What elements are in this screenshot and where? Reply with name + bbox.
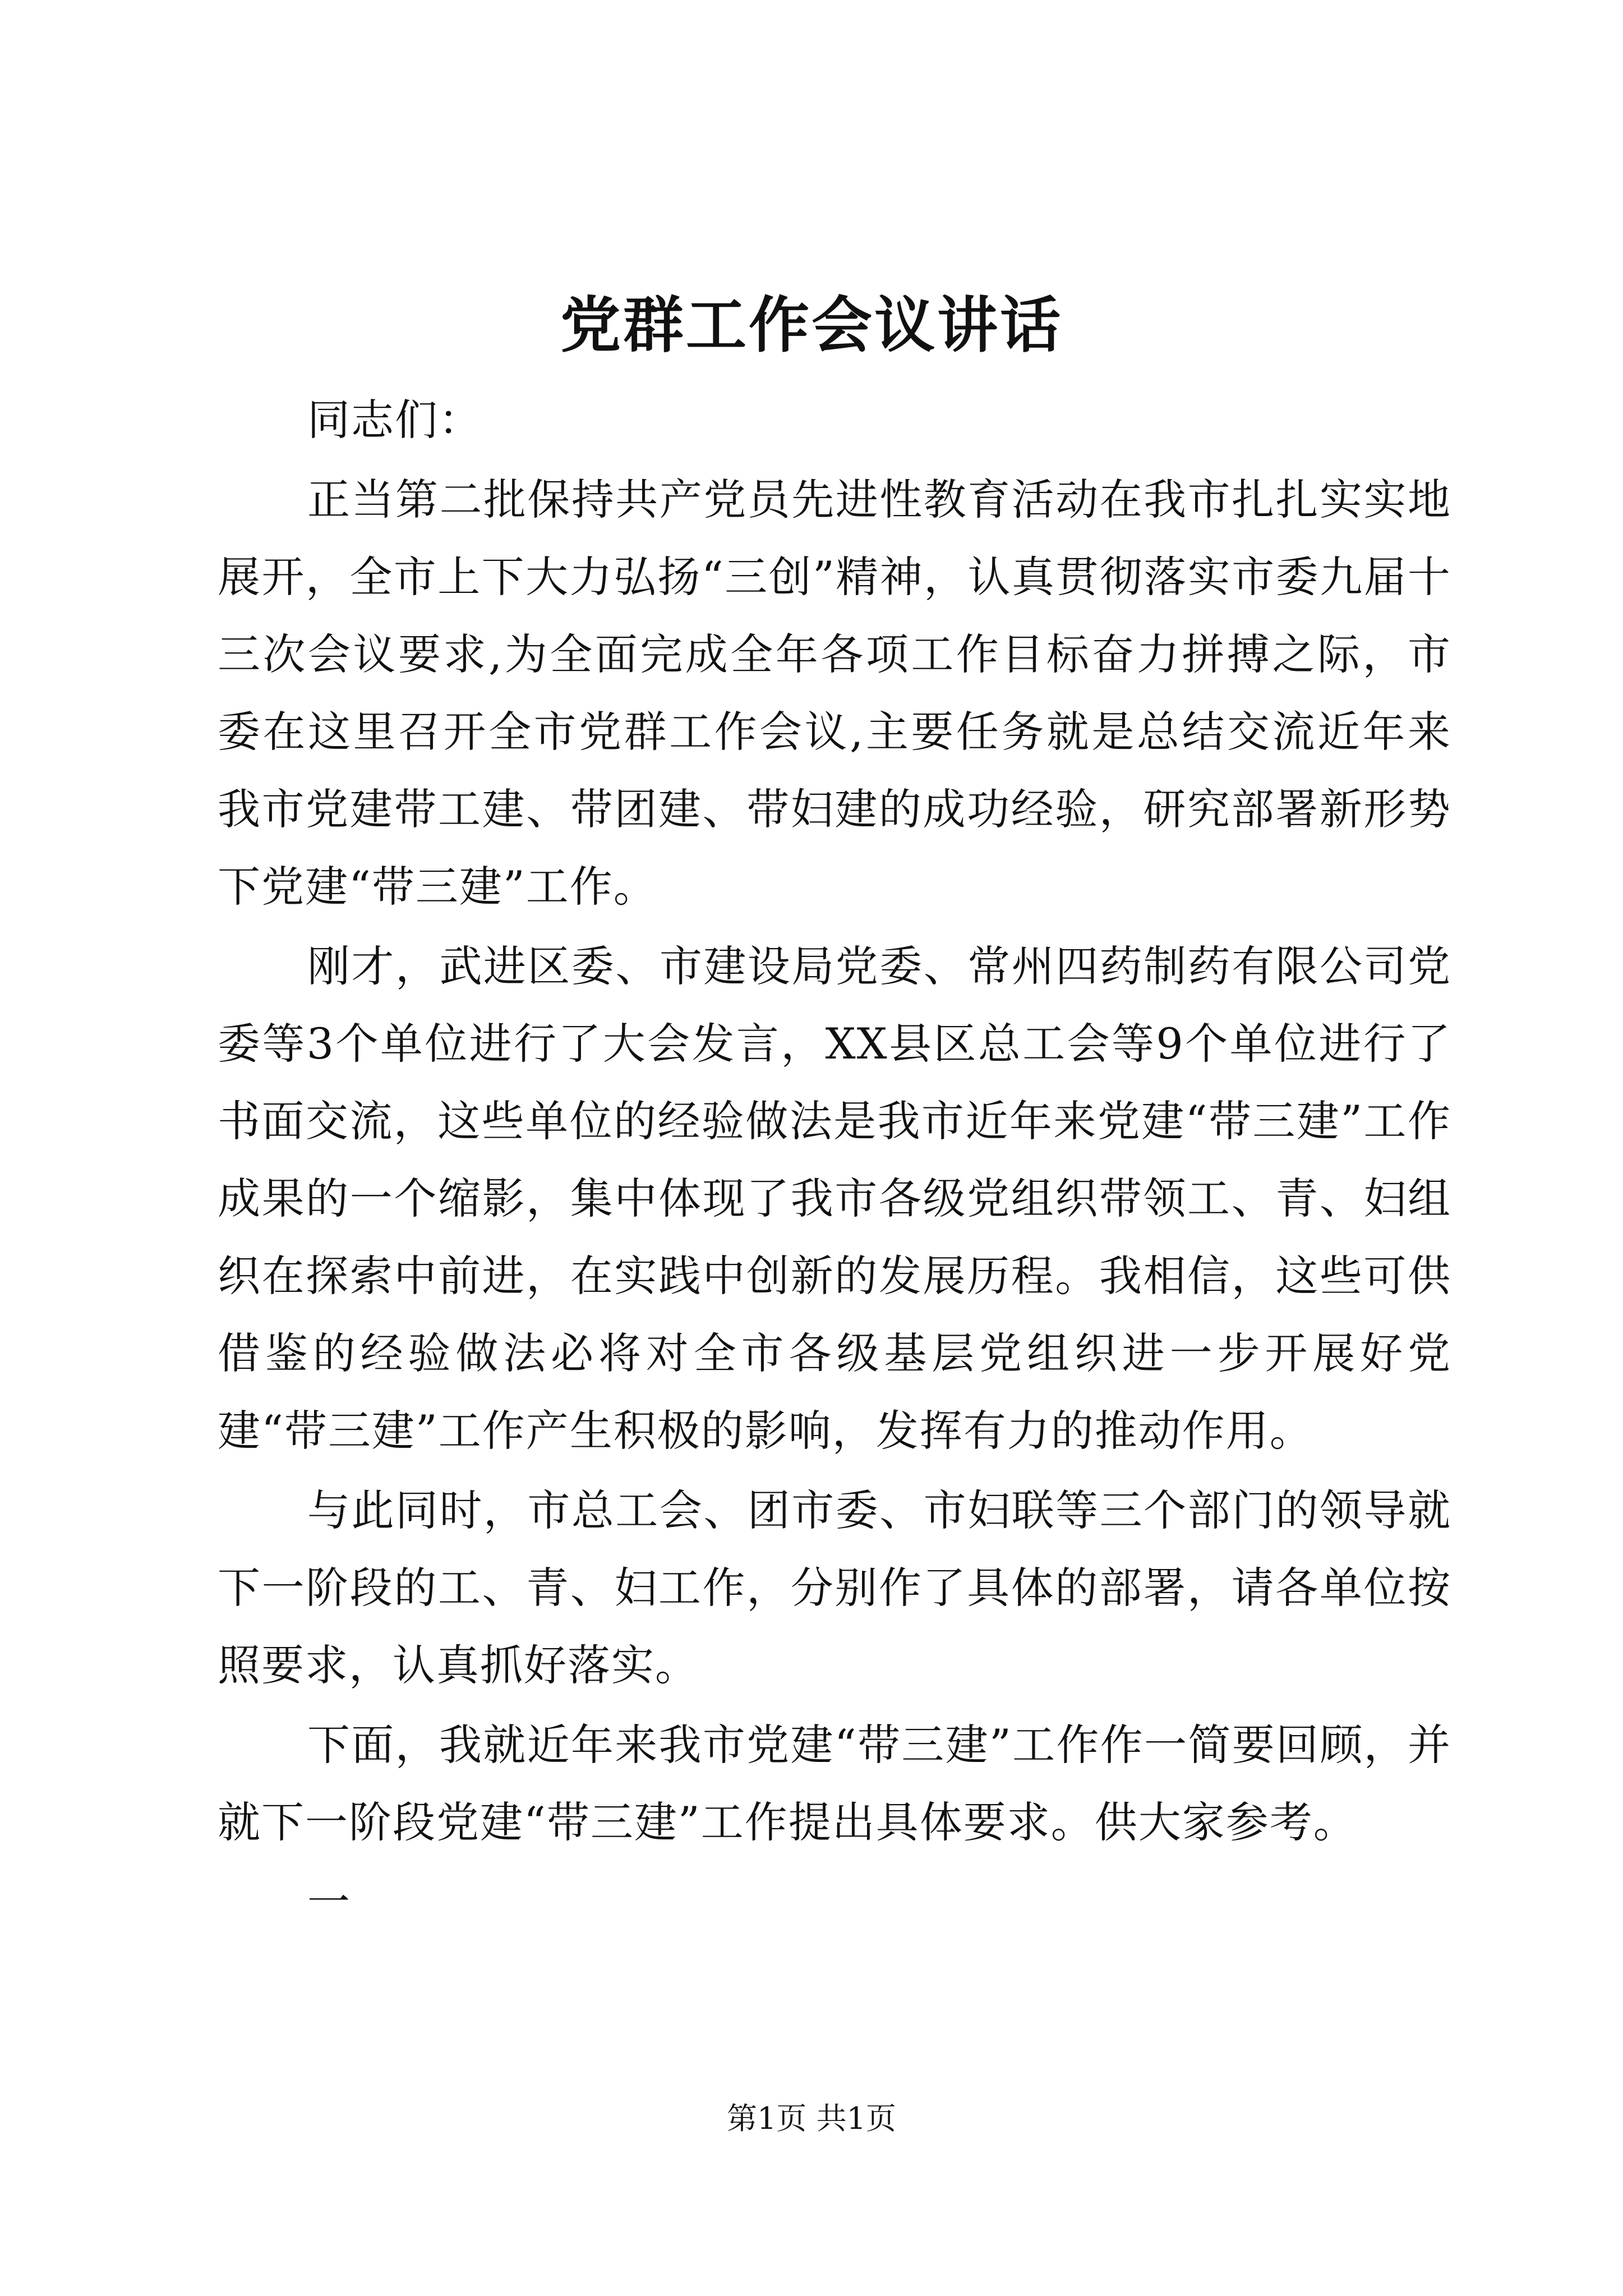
- section-heading-one: 一: [307, 1877, 351, 1927]
- paragraph-2: 刚才，武进区委、市建设局党委、常州四药制药有限公司党委等3个单位进行了大会发言，XX县区总工会等9个单位进行了书面交流，这些单位的经验做法是我市近年来党建“带三建”工作成果的一个缩影，集中体现了我市各级党组织带领工、青、妇组织在探索中前进，在实践中创新的发展历程。我相信，这些可供借鉴的经验做法必将对全市各级基层党组织进一步开展好党建“带三建”工作产生积极的影响，发挥有力的推动作用。: [218, 941, 1451, 1456]
- paragraph-4: 下面，我就近年来我市党建“带三建”工作作一简要回顾，并就下一阶段党建“带三建”工作提出具体要求。供大家参考。: [218, 1720, 1451, 1847]
- page-footer: 第1页 共1页: [727, 2101, 896, 2136]
- document-title: 党群工作会议讲话: [560, 290, 1063, 361]
- salutation: 同志们：: [307, 395, 482, 445]
- paragraph-1: 正当第二批保持共产党员先进性教育活动在我市扎扎实实地展开，全市上下大力弘扬“三创”精神，认真贯彻落实市委九届十三次会议要求,为全面完成全年各项工作目标奋力拼搏之际，市委在这里召开全市党群工作会议,主要任务就是总结交流近年来我市党建带工建、带团建、带妇建的成功经验，研究部署新形势下党建“带三建”工作。: [218, 475, 1451, 912]
- document-body: [218, 381, 1451, 1943]
- paragraph-3: 与此同时，市总工会、团市委、市妇联等三个部门的领导就下一阶段的工、青、妇工作，分别作了具体的部署，请各单位按照要求，认真抓好落实。: [218, 1485, 1451, 1690]
